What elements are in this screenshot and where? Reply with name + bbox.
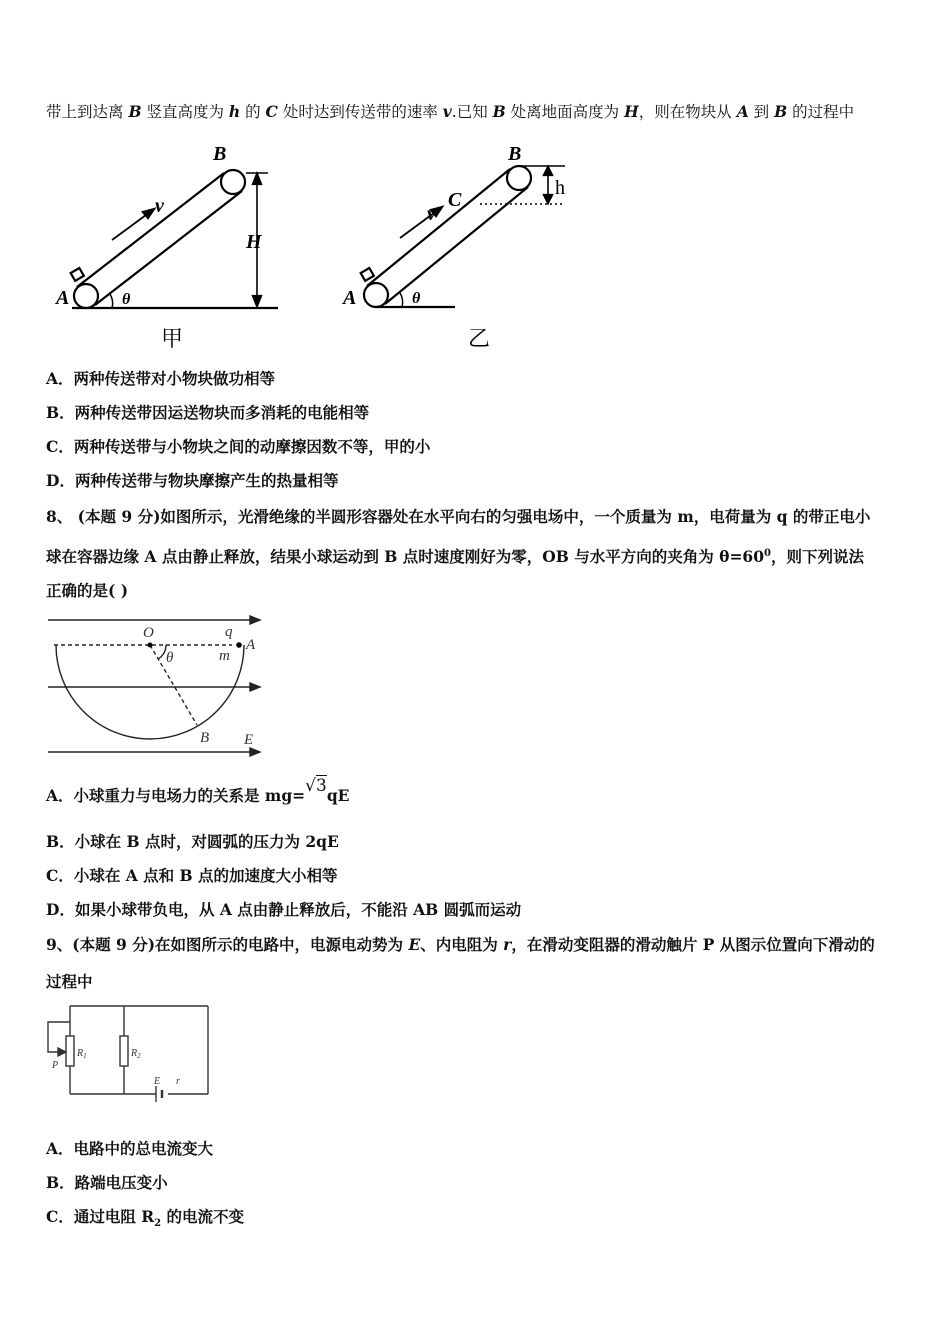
label-r: r [176, 1076, 180, 1087]
text: 球在容器边缘 A 点由静止释放，结果小球运动到 B 点时速度刚好为零，OB 与水平方向的夹角为 θ=60 [46, 547, 765, 567]
circuit-figure [44, 1000, 214, 1102]
radicand: 3 [316, 776, 327, 796]
text: A．小球重力与电场力的关系是 mg= [46, 786, 306, 805]
q7-option-b: B．两种传送带因运送物块而多消耗的电能相等 [46, 403, 370, 422]
label-b: B [508, 143, 522, 165]
text: 处离地面高度为 [505, 103, 625, 121]
label-v: v [427, 203, 436, 225]
q9-stem-line1 [46, 935, 875, 955]
label-m: m [219, 648, 230, 664]
q8-option-c: C．小球在 A 点和 B 点的加速度大小相等 [46, 866, 338, 885]
text: ，则在物块从 [638, 103, 737, 121]
text: H [624, 102, 639, 121]
subscript: 2 [154, 1218, 162, 1230]
label-q: q [225, 624, 233, 640]
label-b: B [213, 143, 227, 165]
q8-option-b: B．小球在 B 点时，对圆弧的压力为 2qE [46, 832, 339, 851]
text: A [736, 102, 749, 121]
label-h-height: H [246, 231, 262, 253]
text: B [774, 102, 788, 121]
label-b: B [200, 730, 210, 746]
q8-option-d: D．如果小球带负电，从 A 点由静止释放后，不能沿 AB 圆弧而运动 [46, 900, 522, 919]
r1-sub: 1 [83, 1052, 87, 1060]
text: qE [326, 786, 350, 805]
text: C．通过电阻 R [46, 1207, 155, 1226]
q9-stem-line2: 过程中 [46, 972, 93, 991]
label-e: E [154, 1076, 161, 1087]
label-theta: θ [122, 291, 131, 308]
q7-option-d: D．两种传送带与物块摩擦产生的热量相等 [46, 471, 339, 490]
text: B [128, 102, 142, 121]
text: C [265, 102, 278, 121]
q9-option-c [46, 1207, 244, 1234]
label-a: A [246, 637, 256, 653]
label-a: A [56, 287, 70, 309]
text: 到 [748, 103, 775, 121]
semicircle-figure [44, 612, 269, 757]
r1-text: R [77, 1048, 84, 1059]
label-theta: θ [166, 650, 174, 666]
text: 带上到达离 [46, 103, 129, 121]
text: 的过程中 [787, 103, 855, 121]
text: 9、(本题 9 分)在如图所示的电路中，电源电动势为 [46, 935, 409, 954]
caption-jia: 甲 [161, 326, 184, 351]
text: r [503, 935, 512, 954]
label-h-small: h [555, 177, 565, 199]
label-e: E [244, 732, 254, 748]
text: 竖直高度为 [141, 103, 229, 121]
q9-option-b: B．路端电压变小 [46, 1173, 168, 1192]
q7-option-c: C．两种传送带与小物块之间的动摩擦因数不等，甲的小 [46, 437, 431, 456]
text: 处时达到传送带的速率 [277, 103, 443, 121]
label-r2 [130, 1048, 141, 1060]
q9-option-a: A．电路中的总电流变大 [46, 1139, 214, 1158]
text: .已知 [451, 103, 493, 121]
text: v [442, 102, 452, 121]
q8-option-a [46, 776, 350, 806]
text: ，在滑动变阻器的滑动触片 P 从图示位置向下滑动的 [511, 935, 875, 954]
text: ，则下列说法 [770, 547, 864, 567]
q8-stem-line3: 正确的是( ) [46, 581, 129, 600]
text: 的电流不变 [161, 1207, 244, 1226]
sqrt-symbol: √3 [305, 776, 327, 796]
caption-yi: 乙 [468, 326, 491, 351]
text: B [492, 102, 506, 121]
label-c: C [448, 189, 462, 211]
label-p: P [52, 1060, 59, 1071]
intro-line [46, 102, 854, 122]
label-o: O [143, 625, 154, 641]
conveyor-figure [50, 140, 580, 355]
r2-text: R [131, 1048, 138, 1059]
q8-stem-line2 [46, 544, 864, 567]
superscript: 0 [764, 548, 771, 559]
r2-sub: 2 [137, 1052, 141, 1060]
label-v: v [155, 195, 164, 217]
label-theta: θ [412, 290, 421, 307]
text: h [228, 102, 241, 121]
q8-stem-line1: 8、 (本题 9 分)如图所示，光滑绝缘的半圆形容器处在水平向右的匀强电场中，一个质量为 m，电荷量为 q 的带正电小 [46, 507, 871, 526]
label-a: A [343, 287, 357, 309]
text: 的 [240, 103, 266, 121]
text: E [408, 935, 421, 954]
text: 、内电阻为 [420, 935, 504, 954]
q7-option-a: A．两种传送带对小物块做功相等 [46, 369, 276, 388]
label-r1 [76, 1048, 87, 1060]
